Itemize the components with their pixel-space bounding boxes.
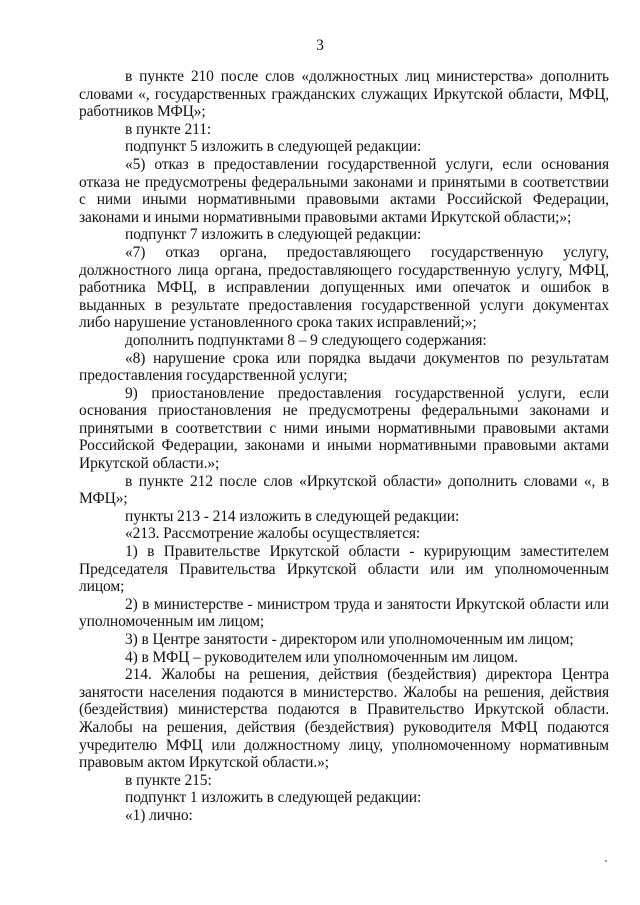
page-number: 3 xyxy=(316,37,324,54)
paragraph-14: 2) в министерстве - министром труда и занятости Иркутской области или уполномоченным им лицом; xyxy=(79,595,609,631)
paragraph-4: «5) отказ в предоставлении государственной услуги, если основания отказа не предусмотрены федеральными законами и принятыми в соответствии с ними иными нормативными правовыми актами Российской Федерации, законами и иными нормативными правовыми актами Иркутской области;»; xyxy=(79,155,609,226)
paragraph-15: 3) в Центре занятости - директором или уполномоченным им лицом; xyxy=(125,631,574,648)
document-body xyxy=(79,68,609,825)
paragraph-2: в пункте 211: xyxy=(125,120,212,138)
paragraph-8: «8) нарушение срока или порядка выдачи документов по результатам предоставления государственной услуги; xyxy=(79,349,609,385)
paragraph-1: в пункте 210 после слов «должностных лиц министерства» дополнить словами «, государственных гражданских служащих Иркутской области, МФЦ, работников МФЦ»; xyxy=(79,68,609,121)
paragraph-18: в пункте 215: xyxy=(125,771,212,789)
paragraph-5: подпункт 7 изложить в следующей редакции: xyxy=(125,226,422,244)
scan-speck xyxy=(605,860,607,862)
paragraph-20: «1) лично: xyxy=(125,806,193,824)
paragraph-10: в пункте 212 после слов «Иркутской области» дополнить словами «, в МФЦ»; xyxy=(79,472,609,508)
paragraph-17: 214. Жалобы на решения, действия (бездействия) директора Центра занятости населения подаются в министерство. Жалобы на решения, действия (бездействия) министерства подаются в Правительство Иркутской области. Жалобы на решения, действия (бездействия) руководителя МФЦ подаются учредителю МФЦ или должностному лицу, уполномоченному нормативным правовым актом Иркутской области.»; xyxy=(79,666,609,772)
paragraph-3: подпункт 5 изложить в следующей редакции: xyxy=(125,138,422,156)
paragraph-13: 1) в Правительстве Иркутской области - курирующим заместителем Председателя Правительства Иркутской области или им уполномоченным лицом; xyxy=(79,543,609,596)
paragraph-11: пункты 213 - 214 изложить в следующей редакции: xyxy=(125,507,460,525)
paragraph-12: «213. Рассмотрение жалобы осуществляется: xyxy=(125,525,421,543)
paragraph-16: 4) в МФЦ – руководителем или уполномоченным им лицом. xyxy=(125,648,518,666)
paragraph-7: дополнить подпунктами 8 – 9 следующего содержания: xyxy=(125,331,487,349)
paragraph-6: «7) отказ органа, предоставляющего государственную услугу, должностного лица органа, предоставляющего государственную услугу, МФЦ, работника МФЦ, в исправлении допущенных ими опечаток и ошибок в выданных в результате предоставления государственной услуги документах либо нарушение установленного срока таких исправлений;»; xyxy=(79,243,609,332)
paragraph-9: 9) приостановление предоставления государственной услуги, если основания приостановления не предусмотрены федеральными законами и принятыми в соответствии с ними иными нормативными правовыми актами Российской Федерации, законами и иными нормативными правовыми актами Иркутской области.»; xyxy=(79,384,609,473)
paragraph-19: подпункт 1 изложить в следующей редакции: xyxy=(125,789,422,807)
